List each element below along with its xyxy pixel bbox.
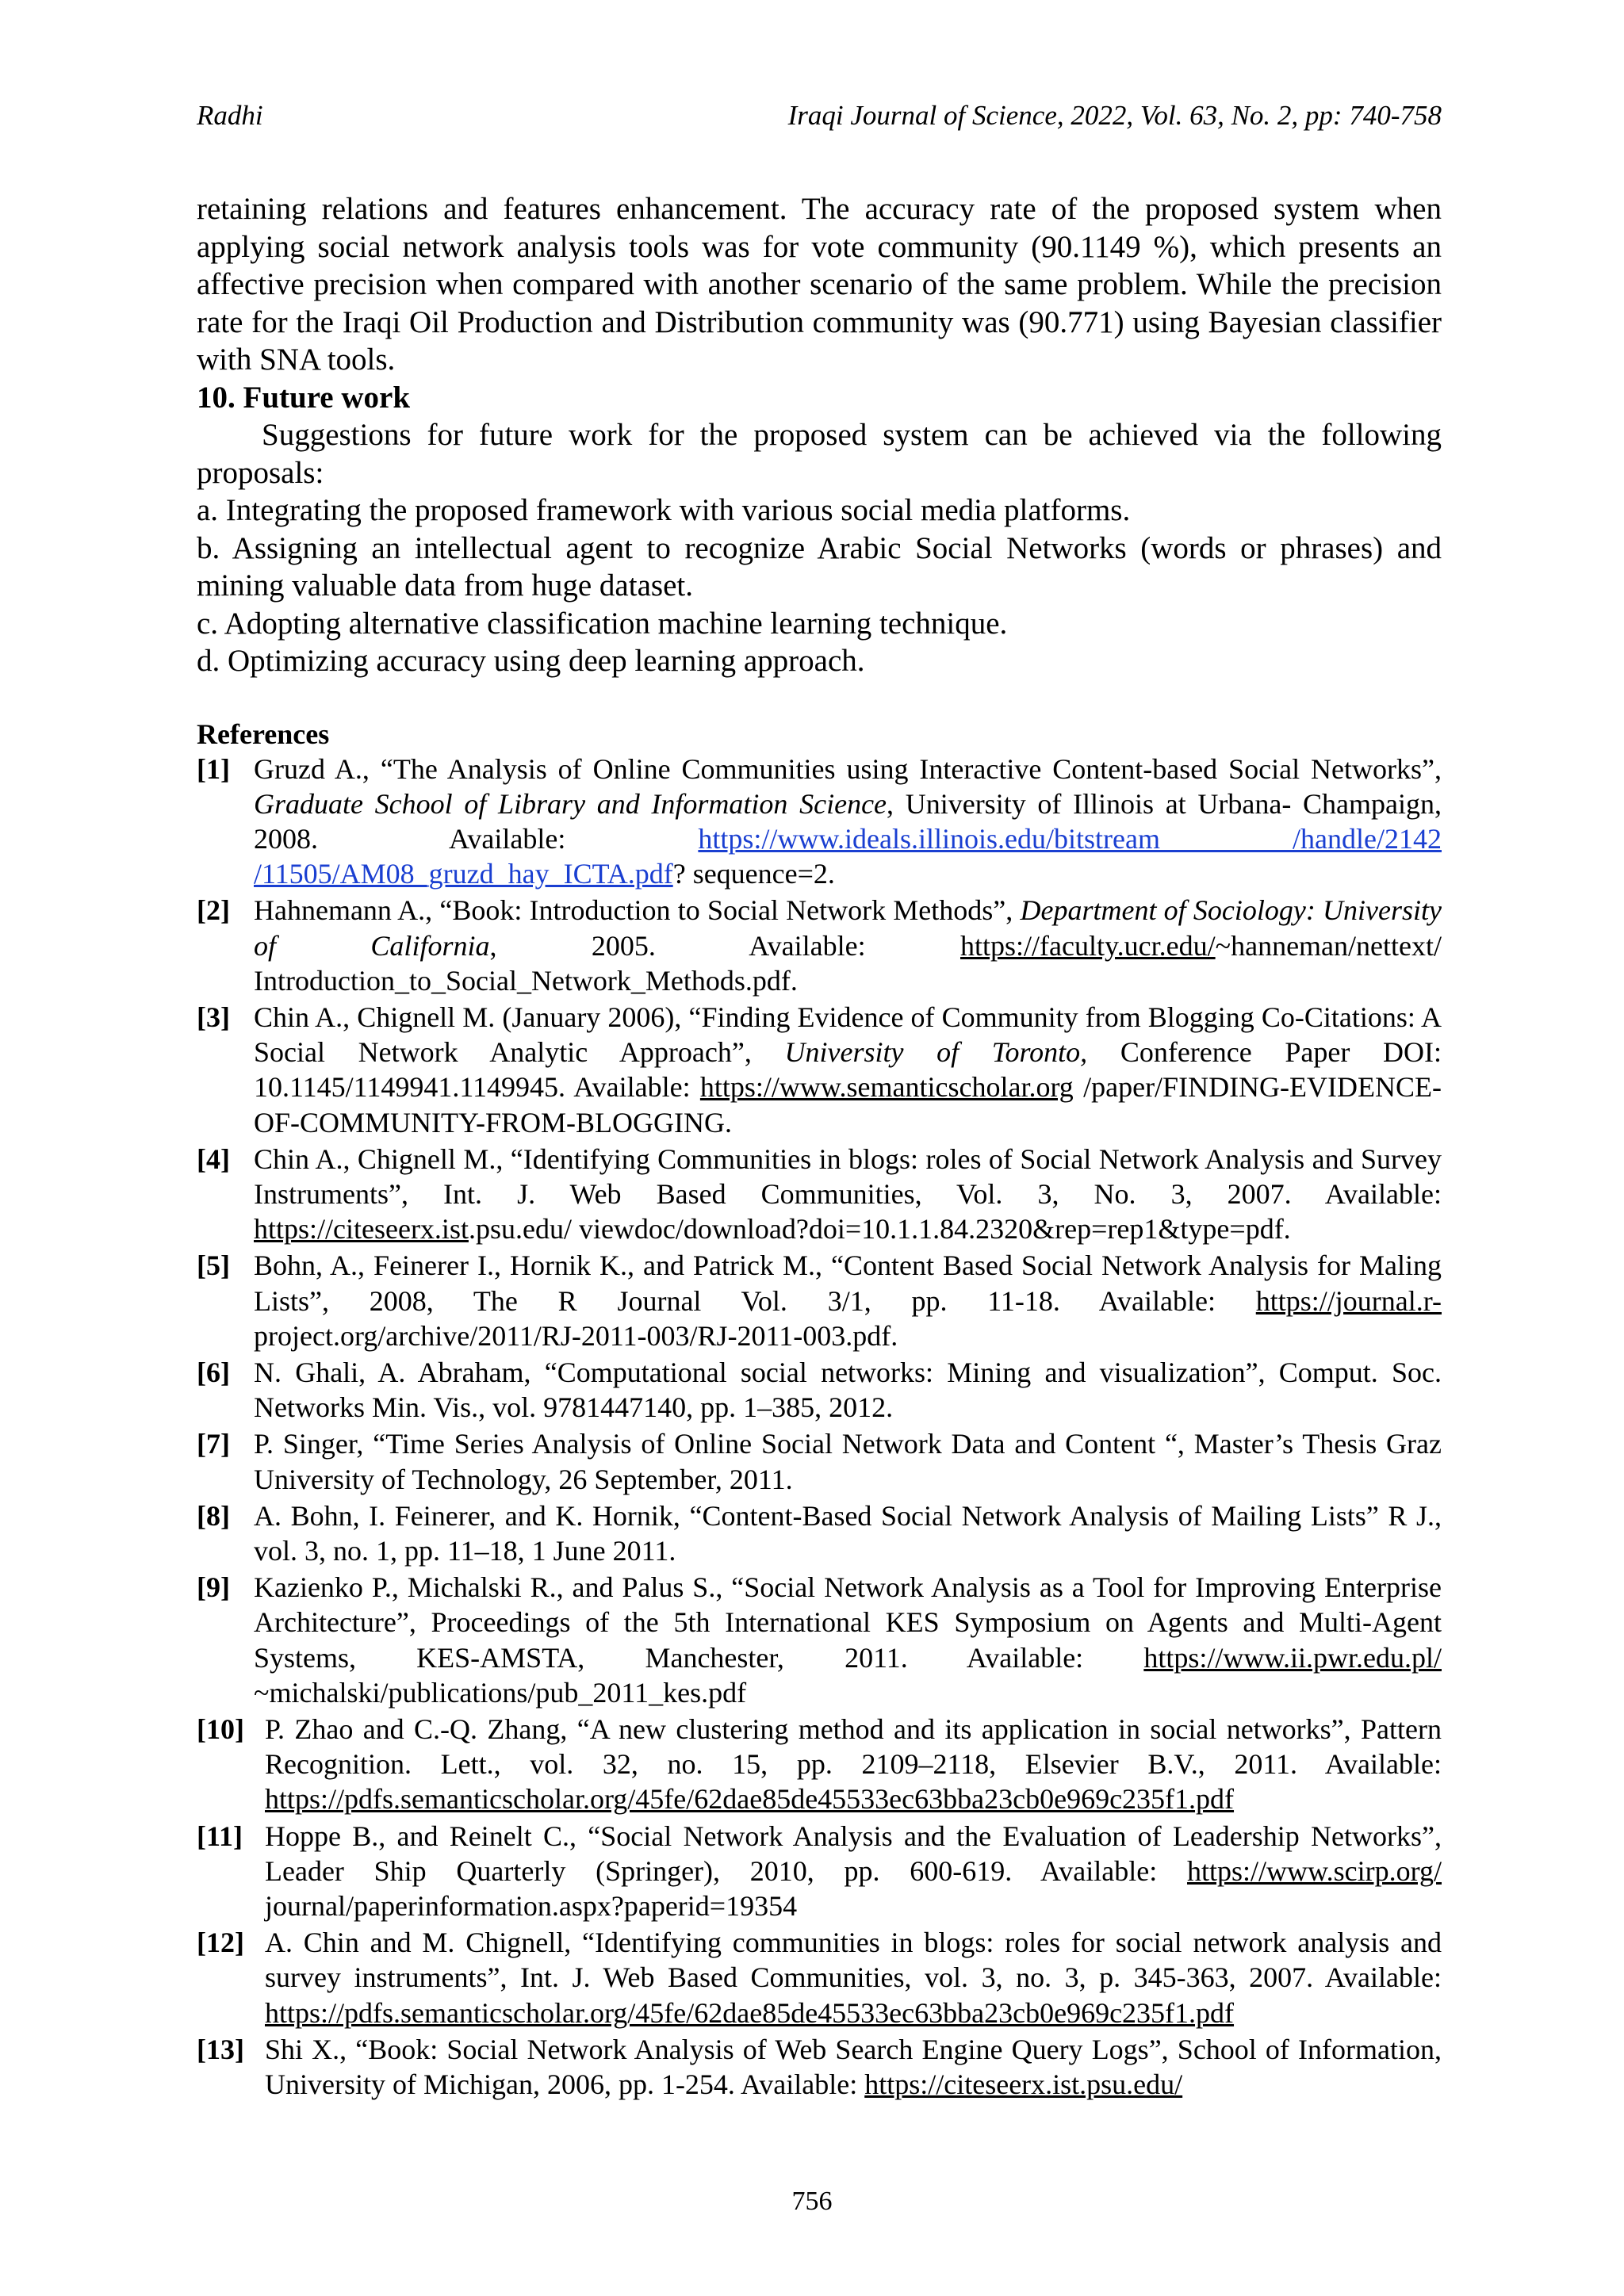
reference-body: Chin A., Chignell M., “Identifying Communities in blogs: roles of Social Network Analysis and Survey Instruments”, Int. J. Web Based Communities, Vol. 3, No. 3, 2007. Available:: [254, 1142, 1442, 1210]
reference-number: [3]: [197, 1001, 230, 1033]
reference-text: [265, 1819, 1442, 1924]
reference-item: [197, 1570, 1442, 1710]
reference-text: [265, 2032, 1442, 2102]
reference-link-tail: ? sequence=2.: [672, 858, 835, 890]
main-content: [197, 190, 1442, 2103]
reference-text: [254, 1142, 1442, 1247]
page-number: 756: [791, 2187, 833, 2216]
header-journal: Iraqi Journal of Science, 2022, Vol. 63, No. 2, pp: 740-758: [787, 100, 1442, 131]
future-work-item-d: d. Optimizing accuracy using deep learning approach.: [197, 644, 865, 678]
reference-link-tail: /paper/FINDING-EVIDENCE-OF-COMMUNITY-FROM-BLOGGING.: [254, 1071, 1442, 1138]
reference-body: A. Bohn, I. Feinerer, and K. Hornik, “Content-Based Social Network Analysis of Mailing Lists” R J., vol. 3, no. 1, pp. 11–18, 1 June 2011.: [254, 1499, 1442, 1567]
reference-item: [197, 1712, 1442, 1817]
reference-link[interactable]: https://www.scirp.org/: [1187, 1854, 1442, 1887]
reference-number: [10]: [197, 1712, 244, 1745]
reference-source-italic: Department of Sociology: University of California: [254, 894, 1442, 962]
reference-number: [1]: [197, 752, 230, 785]
references-list: [197, 752, 1442, 2103]
reference-body-cont: , 2005. Available:: [489, 929, 961, 962]
reference-link[interactable]: https://citeseerx.ist: [254, 1213, 469, 1246]
reference-number: [2]: [197, 894, 230, 927]
reference-number: [7]: [197, 1428, 230, 1460]
reference-link[interactable]: https://www.semanticscholar.org: [699, 1071, 1074, 1104]
reference-body: A. Chin and M. Chignell, “Identifying communities in blogs: roles for social network analysis and survey instruments”, Int. J. Web Based Communities, vol. 3, no. 3, p. 345-363, 2007. Available:: [265, 1927, 1442, 1994]
future-work-intro: Suggestions for future work for the proposed system can be achieved via the following proposals:: [197, 418, 1442, 490]
reference-text: [254, 1000, 1442, 1140]
reference-body: P. Singer, “Time Series Analysis of Online Social Network Data and Content “, Master’s Thesis Graz University of Technology, 26 September, 2011.: [254, 1428, 1442, 1495]
reference-body: Gruzd A., “The Analysis of Online Communities using Interactive Content-based Social Networks”,: [254, 752, 1442, 785]
reference-text: [254, 1570, 1442, 1710]
reference-text: [254, 893, 1442, 998]
reference-item: [197, 1426, 1442, 1496]
reference-link-tail: project.org/archive/2011/RJ-2011-003/RJ-2011-003.pdf.: [254, 1319, 898, 1352]
reference-link-tail: journal/paperinformation.aspx?paperid=19354: [265, 1890, 798, 1922]
reference-number: [13]: [197, 2033, 244, 2065]
reference-text: [265, 1712, 1442, 1817]
reference-text: [254, 1248, 1442, 1353]
reference-item: [197, 1000, 1442, 1140]
reference-link[interactable]: https://journal.r-: [1255, 1284, 1442, 1317]
reference-link[interactable]: https://faculty.ucr.edu/: [960, 929, 1216, 962]
reference-source-italic: Graduate School of Library and Information Science: [254, 787, 887, 820]
reference-item: [197, 752, 1442, 892]
reference-body: P. Zhao and C.-Q. Zhang, “A new clustering method and its application in social networks”, Pattern Recognition. Lett., vol. 32, no. 15, pp. 2109–2118, Elsevier B.V., 2011. Available:: [265, 1712, 1442, 1781]
reference-link[interactable]: https://pdfs.semanticscholar.org/45fe/62dae85de45533ec63bba23cb0e969c235f1.pdf: [265, 1996, 1235, 2029]
reference-text: [254, 1498, 1442, 1568]
reference-link[interactable]: https://pdfs.semanticscholar.org/45fe/62dae85de45533ec63bba23cb0e969c235f1.pdf: [265, 1783, 1235, 1816]
reference-link-tail: .psu.edu/ viewdoc/download?doi=10.1.1.84.2320&rep=rep1&type=pdf.: [468, 1213, 1291, 1246]
reference-body: N. Ghali, A. Abraham, “Computational social networks: Mining and visualization”, Comput. Soc. Networks Min. Vis., vol. 9781447140, pp. 1–385, 2012.: [254, 1356, 1442, 1424]
reference-link[interactable]: https://www.ii.pwr.edu.pl/: [1143, 1641, 1442, 1674]
header-author: Radhi: [197, 100, 263, 131]
reference-item: [197, 1355, 1442, 1425]
future-work-heading: 10. Future work: [197, 380, 411, 415]
reference-number: [8]: [197, 1499, 230, 1532]
reference-item: [197, 1925, 1442, 2030]
reference-text: [254, 1355, 1442, 1425]
reference-number: [11]: [197, 1820, 243, 1852]
reference-item: [197, 1819, 1442, 1924]
reference-item: [197, 1248, 1442, 1353]
reference-body: Bohn, A., Feinerer I., Hornik K., and Patrick M., “Content Based Social Network Analysis for Maling Lists”, 2008, The R Journal Vol. 3/1, pp. 11-18. Available:: [254, 1249, 1442, 1317]
future-work-item-a: a. Integrating the proposed framework with various social media platforms.: [197, 493, 1131, 527]
reference-link[interactable]: https://citeseerx.ist.psu.edu/: [864, 2068, 1183, 2101]
reference-number: [12]: [197, 1927, 244, 1959]
references-heading: References: [197, 718, 330, 750]
reference-body: Hoppe B., and Reinelt C., “Social Network Analysis and the Evaluation of Leadership Networks”, Leader Ship Quarterly (Springer), 2010, pp. 600-619. Available:: [265, 1820, 1442, 1887]
reference-body: Kazienko P., Michalski R., and Palus S., “Social Network Analysis as a Tool for Improving Enterprise Architecture”, Proceedings of the 5th International KES Symposium on Agents and Multi-Agent Systems, KES-AMSTA, Manchester, 2011. Available:: [254, 1571, 1442, 1674]
reference-body-cont: , University of Illinois at Urbana- Champaign, 2008. Available:: [254, 787, 1442, 855]
reference-text: [254, 752, 1442, 892]
reference-link[interactable]: https://www.ideals.illinois.edu/bitstream /handle/2142 /11505/AM08_gruzd_hay_ICTA.pdf: [254, 822, 1442, 890]
future-work-item-b: b. Assigning an intellectual agent to recognize Arabic Social Networks (words or phrases) and mining valuable data from huge dataset.: [197, 530, 1442, 603]
reference-item: [197, 1142, 1442, 1247]
reference-body-cont: Conference Paper DOI: 10.1145/1149941.1149945. Available:: [254, 1036, 1442, 1104]
future-work-item-c: c. Adopting alternative classification machine learning technique.: [197, 606, 1008, 641]
reference-body: Shi X., “Book: Social Network Analysis of Web Search Engine Query Logs”, School of Information, University of Michigan, 2006, pp. 1-254. Available:: [265, 2033, 1442, 2101]
reference-text: [254, 1426, 1442, 1496]
reference-source-italic: University of Toronto,: [784, 1036, 1088, 1069]
reference-item: [197, 893, 1442, 998]
reference-link-tail: ~hanneman/nettext/ Introduction_to_Social_Network_Methods.pdf.: [254, 929, 1442, 997]
reference-body: Chin A., Chignell M. (January 2006), “Finding Evidence of Community from Blogging Co-Citations: A Social Network Analytic Approach”,: [254, 1001, 1442, 1069]
reference-link-tail: ~michalski/publications/pub_2011_kes.pdf: [254, 1676, 747, 1709]
reference-item: [197, 2032, 1442, 2102]
reference-number: [9]: [197, 1571, 230, 1604]
reference-number: [5]: [197, 1249, 230, 1282]
reference-body: Hahnemann A., “Book: Introduction to Social Network Methods”,: [254, 894, 1021, 927]
reference-number: [6]: [197, 1356, 230, 1388]
reference-number: [4]: [197, 1142, 230, 1175]
reference-text: [265, 1925, 1442, 2030]
reference-item: [197, 1498, 1442, 1568]
conclusion-paragraph: retaining relations and features enhancement. The accuracy rate of the proposed system when applying social network analysis tools was for vote community (90.1149 %), which presents an affective precision when compared with another scenario of the same problem. While the precision rate for the Iraqi Oil Production and Distribution community was (90.771) using Bayesian classifier with SNA tools.: [197, 192, 1442, 377]
